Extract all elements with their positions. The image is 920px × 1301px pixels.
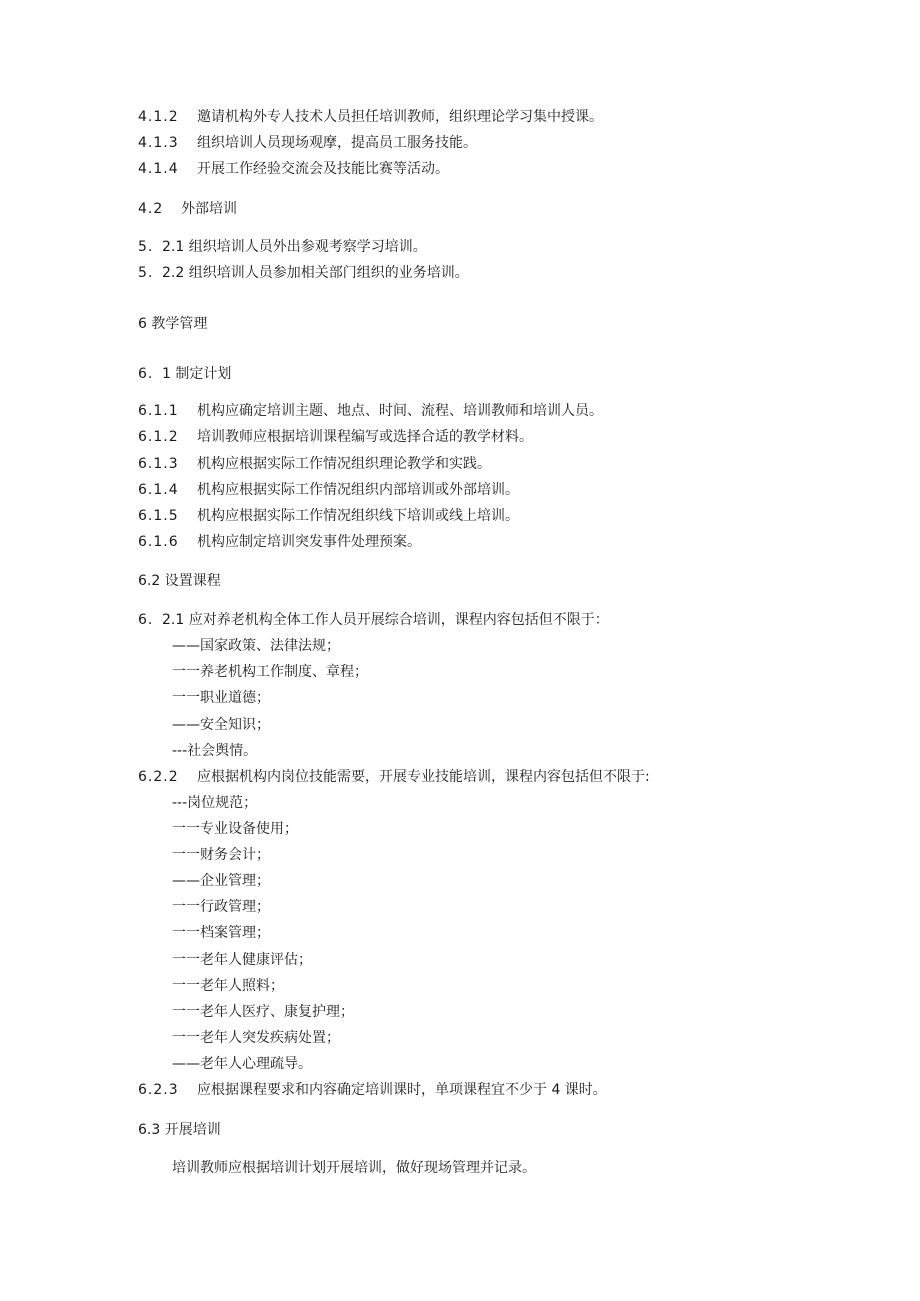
list-item: ---社会舆情。 <box>172 743 258 759</box>
list-item: 一一财务会计； <box>172 847 270 863</box>
item-text: 开展工作经验交流会及技能比赛等活动。 <box>197 161 449 177</box>
list-item: 一一行政管理； <box>172 899 270 915</box>
item-number: 6. <box>138 612 154 628</box>
section-number: 6. <box>138 366 154 382</box>
item-number: 6.2.2 <box>138 769 179 785</box>
item-number: 6.1.1 <box>138 403 179 419</box>
list-item: 一一专业设备使用； <box>172 821 298 837</box>
list-item: 一一职业道德； <box>172 690 270 706</box>
chapter-heading: 6 教学管理 <box>138 316 208 332</box>
item-number: 6.1.4 <box>138 482 179 498</box>
section-heading: 1 制定计划 <box>162 366 232 382</box>
item-number: 6.2.3 <box>138 1082 179 1098</box>
item-text: 培训教师应根据培训课程编写或选择合适的教学材料。 <box>197 429 533 445</box>
section-heading: 6.3 开展培训 <box>138 1122 221 1138</box>
list-item: ——老年人心理疏导。 <box>172 1056 312 1072</box>
item-number: 6.1.5 <box>138 508 179 524</box>
item-number: 6.1.6 <box>138 534 179 550</box>
item-number: 4.1.3 <box>138 135 179 151</box>
item-text: 机构应根据实际工作情况组织线下培训或线上培训。 <box>197 508 519 524</box>
list-item: ——国家政策、法律法规； <box>172 638 340 654</box>
list-item: ---岗位规范； <box>172 795 258 811</box>
list-item: 一一老年人照料； <box>172 978 284 994</box>
list-item: 一一老年人医疗、康复护理； <box>172 1004 354 1020</box>
item-text: 机构应根据实际工作情况组织理论教学和实践。 <box>197 456 491 472</box>
item-text: 组织培训人员现场观摩，提高员工服务技能。 <box>197 135 477 151</box>
item-text: 应根据课程要求和内容确定培训课时，单项课程宜不少于 4 课时。 <box>197 1082 607 1098</box>
list-item: ——企业管理； <box>172 873 270 889</box>
list-item: 一一养老机构工作制度、章程； <box>172 664 368 680</box>
item-text: 2.2 组织培训人员参加相关部门组织的业务培训。 <box>162 265 469 281</box>
item-text: 机构应根据实际工作情况组织内部培训或外部培训。 <box>197 482 519 498</box>
item-text: 机构应确定培训主题、地点、时间、流程、培训教师和培训人员。 <box>197 403 603 419</box>
section-number: 4.2 <box>138 201 164 217</box>
list-item: 一一档案管理； <box>172 925 270 941</box>
item-number: 4.1.4 <box>138 161 179 177</box>
paragraph: 培训教师应根据培训计划开展培训，做好现场管理并记录。 <box>172 1160 536 1176</box>
item-text: 2.1 组织培训人员外出参观考察学习培训。 <box>162 239 427 255</box>
item-number: 6.1.3 <box>138 456 179 472</box>
section-heading: 外部培训 <box>181 201 237 217</box>
list-item: ——安全知识； <box>172 717 270 733</box>
item-text: 2.1 应对养老机构全体工作人员开展综合培训，课程内容包括但不限于： <box>162 612 609 628</box>
section-heading: 6.2 设置课程 <box>138 573 221 589</box>
item-number: 5. <box>138 239 154 255</box>
item-number: 4.1.2 <box>138 109 179 125</box>
list-item: 一一老年人健康评估； <box>172 952 312 968</box>
item-text: 邀请机构外专人技术人员担任培训教师，组织理论学习集中授课。 <box>197 109 603 125</box>
item-number: 5. <box>138 265 154 281</box>
item-number: 6.1.2 <box>138 429 179 445</box>
list-item: 一一老年人突发疾病处置； <box>172 1030 340 1046</box>
item-text: 应根据机构内岗位技能需要，开展专业技能培训，课程内容包括但不限于: <box>197 769 650 785</box>
item-text: 机构应制定培训突发事件处理预案。 <box>197 534 421 550</box>
